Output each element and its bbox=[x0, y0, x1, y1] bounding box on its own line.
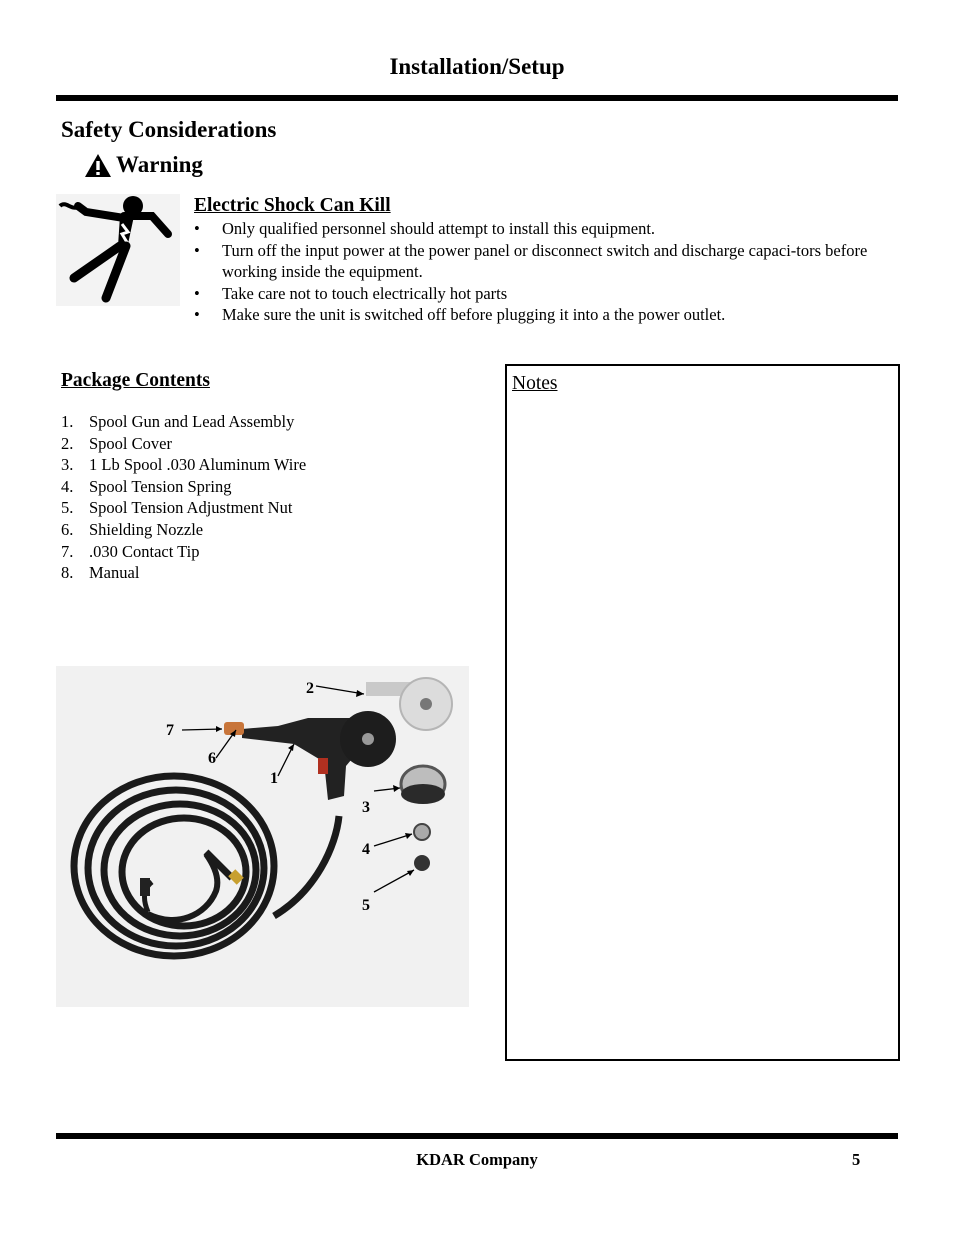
item-text: Spool Tension Spring bbox=[89, 476, 232, 496]
item-text: 1 Lb Spool .030 Aluminum Wire bbox=[89, 455, 307, 475]
item-number: 2. bbox=[61, 433, 74, 453]
item-text: Spool Tension Adjustment Nut bbox=[89, 498, 293, 518]
list-item bbox=[61, 541, 306, 563]
list-item: • Turn off the input power at the power panel or disconnect switch and discharge capaci-tors before working inside the equipment. bbox=[194, 240, 884, 283]
list-item bbox=[61, 454, 306, 476]
callout-3: 3 bbox=[362, 799, 370, 816]
item-number: 1. bbox=[61, 412, 74, 431]
package-contents-title: Package Contents bbox=[61, 370, 210, 391]
item-number: 6. bbox=[61, 519, 74, 539]
electric-shock-title: Electric Shock Can Kill bbox=[194, 195, 391, 216]
spool-gun-photo bbox=[56, 666, 469, 1007]
item-number: 4. bbox=[61, 476, 74, 496]
item-number: 3. bbox=[61, 455, 74, 475]
list-item bbox=[61, 497, 306, 519]
list-item bbox=[61, 519, 306, 541]
callout-5: 5 bbox=[362, 897, 370, 914]
item-text: Manual bbox=[89, 563, 140, 583]
callout-7: 7 bbox=[166, 722, 174, 739]
notes-box bbox=[505, 364, 900, 1061]
electric-shock-bullets bbox=[194, 218, 884, 326]
list-item: • Make sure the unit is switched off before plugging it into a the power outlet. bbox=[194, 304, 884, 326]
list-item bbox=[61, 476, 306, 498]
list-item: • Take care not to touch electrically hot parts bbox=[194, 283, 884, 305]
notes-label: Notes bbox=[512, 373, 558, 394]
item-number: 8. bbox=[61, 563, 74, 583]
list-item bbox=[61, 433, 306, 455]
footer-company: KDAR Company bbox=[416, 1150, 538, 1169]
page-header-title: Installation/Setup bbox=[389, 54, 565, 79]
warning-label: Warning bbox=[116, 152, 203, 177]
safety-heading: Safety Considerations bbox=[61, 117, 277, 142]
list-item bbox=[61, 562, 306, 584]
callout-1: 1 bbox=[270, 770, 278, 787]
electric-shock-icon bbox=[56, 194, 180, 306]
warning-triangle-icon bbox=[84, 153, 112, 178]
page-number: 5 bbox=[852, 1150, 861, 1169]
item-number: 5. bbox=[61, 498, 74, 518]
package-contents-list bbox=[61, 411, 306, 584]
footer-rule bbox=[56, 1133, 898, 1139]
spool-gun-illustration bbox=[56, 666, 469, 1007]
item-text: Shielding Nozzle bbox=[89, 519, 204, 539]
callout-4: 4 bbox=[362, 841, 370, 858]
item-number: 7. bbox=[61, 541, 74, 561]
item-text: Spool Cover bbox=[89, 433, 172, 453]
list-item bbox=[61, 411, 306, 433]
item-text: Spool Gun and Lead Assembly bbox=[89, 412, 295, 431]
header-rule bbox=[56, 95, 898, 101]
callout-6: 6 bbox=[208, 750, 216, 767]
item-text: .030 Contact Tip bbox=[89, 541, 200, 561]
warning-heading bbox=[84, 152, 203, 178]
callout-2: 2 bbox=[306, 680, 314, 697]
list-item: • Only qualified personnel should attempt to install this equipment. bbox=[194, 218, 884, 240]
